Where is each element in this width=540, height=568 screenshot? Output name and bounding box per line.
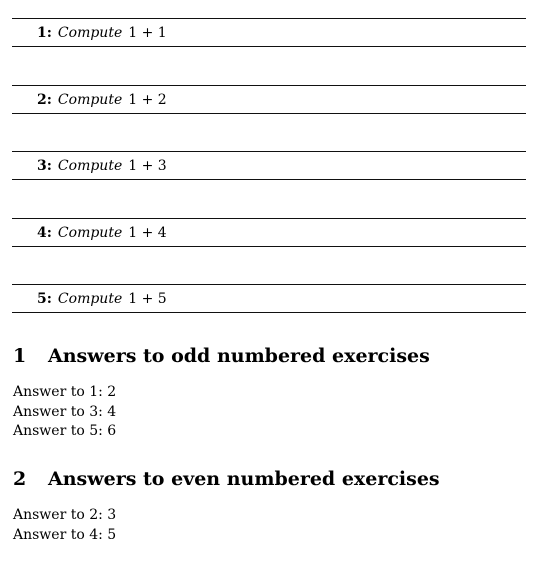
exercise-instruction: Compute xyxy=(57,291,123,307)
exercise-number: 1: xyxy=(37,25,52,41)
exercise-box-5 xyxy=(12,284,526,313)
exercise-box-2 xyxy=(12,85,526,114)
exercise-line-4 xyxy=(37,225,167,241)
exercise-instruction: Compute xyxy=(57,225,123,241)
exercise-number: 4: xyxy=(37,225,52,241)
exercise-box-3 xyxy=(12,151,526,180)
answer-line: Answer to 5: 6 xyxy=(13,423,117,439)
exercise-expression: 1 + 1 xyxy=(128,25,167,41)
section-number: 1 xyxy=(13,345,27,367)
exercise-line-2 xyxy=(37,92,167,108)
exercise-box-4 xyxy=(12,218,526,247)
answer-line: Answer to 3: 4 xyxy=(13,403,117,420)
section-number: 2 xyxy=(13,468,27,490)
exercise-number: 3: xyxy=(37,158,52,174)
exercise-expression: 1 + 2 xyxy=(128,92,167,108)
exercise-instruction: Compute xyxy=(57,25,123,41)
exercise-number: 2: xyxy=(37,92,52,108)
section-title: Answers to odd numbered exercises xyxy=(48,345,430,367)
exercise-line-1 xyxy=(37,25,167,41)
exercise-expression: 1 + 4 xyxy=(128,225,167,241)
exercise-expression: 1 + 3 xyxy=(128,158,167,174)
answer-list-even xyxy=(13,506,116,545)
exercise-line-3 xyxy=(37,158,167,174)
exercise-instruction: Compute xyxy=(57,92,123,108)
exercise-instruction: Compute xyxy=(57,158,123,174)
exercise-line-5 xyxy=(37,291,167,307)
exercise-box-1 xyxy=(12,18,526,47)
section-heading-even xyxy=(13,468,440,490)
section-title: Answers to even numbered exercises xyxy=(48,468,440,490)
exercise-expression: 1 + 5 xyxy=(128,291,167,307)
answer-line: Answer to 2: 3 xyxy=(13,507,117,523)
answer-line: Answer to 4: 5 xyxy=(13,526,117,543)
section-heading-odd xyxy=(13,345,430,367)
exercise-number: 5: xyxy=(37,291,52,307)
answer-list-odd xyxy=(13,383,116,442)
answer-line: Answer to 1: 2 xyxy=(13,384,117,400)
